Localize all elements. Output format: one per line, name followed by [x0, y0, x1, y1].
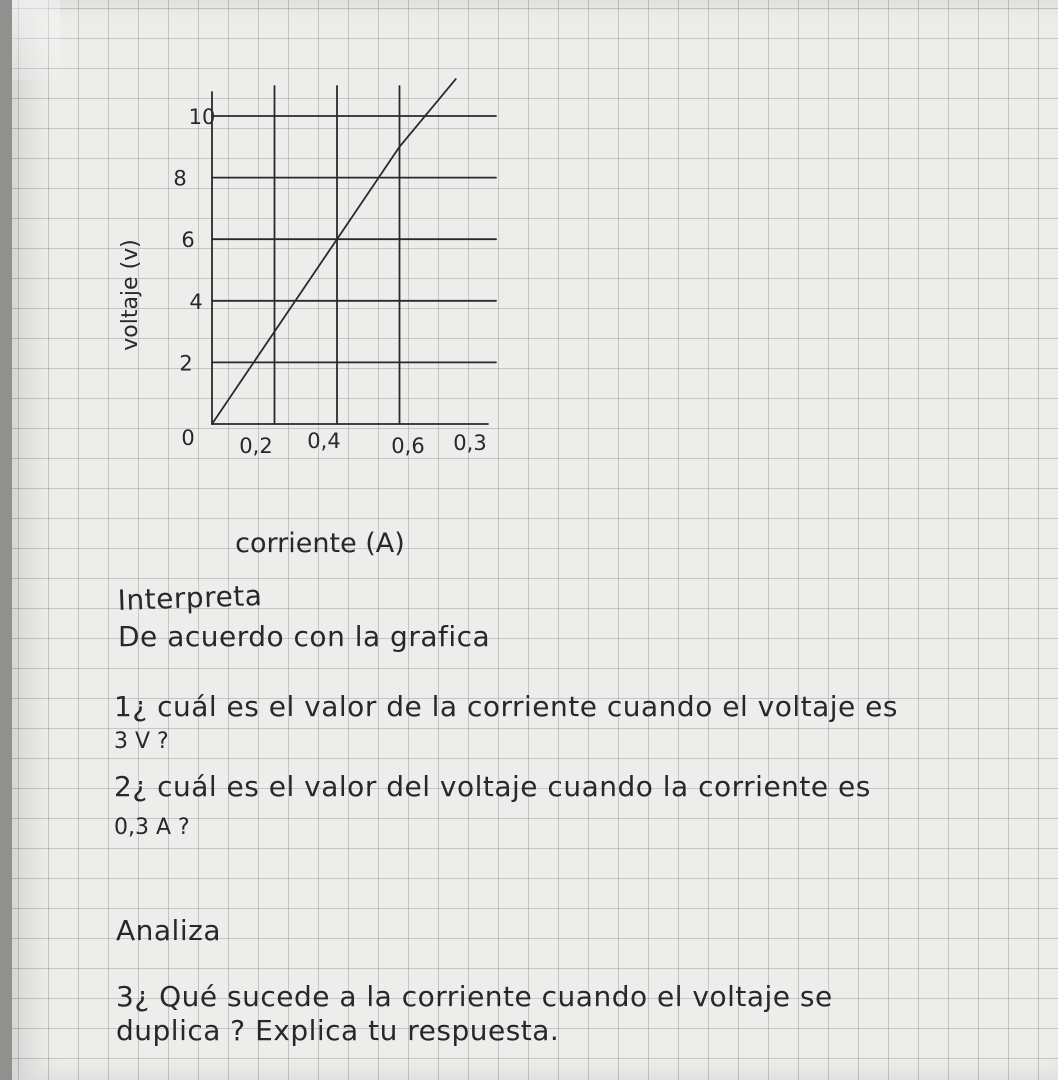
chart-axes [212, 92, 488, 424]
y-tick-label-4: 8 [173, 166, 187, 191]
x-axis-label: corriente (A) [235, 528, 405, 559]
y-tick-label-5: 10 [188, 105, 216, 129]
voltage-current-chart [118, 79, 496, 559]
y-tick-label-1: 2 [179, 351, 193, 376]
x-tick-label-4: 0,6 [391, 434, 425, 458]
question-1-line-1: 1¿ cuál es el valor de la corriente cuando el voltaje es [114, 690, 898, 723]
heading-analiza: Analiza [116, 914, 221, 947]
question-2-line-2: 0,3 A ? [114, 815, 190, 840]
x-tick-label-1: 0 [181, 426, 195, 450]
question-1-line-2: 3 V ? [114, 729, 169, 754]
question-3-line-2: duplica ? Explica tu respuesta. [116, 1014, 560, 1047]
chart-labels [118, 105, 487, 559]
chart-series [212, 79, 456, 424]
intro-line: De acuerdo con la grafica [118, 620, 491, 653]
chart-grid [212, 86, 496, 424]
x-tick-label-2: 0,2 [239, 434, 273, 458]
question-2-line-1: 2¿ cuál es el valor del voltaje cuando la corriente es [114, 770, 871, 803]
question-3-line-1: 3¿ Qué sucede a la corriente cuando el voltaje se [116, 980, 833, 1013]
y-axis-label: voltaje (v) [118, 239, 143, 351]
x-tick-label-5: 0,3 [453, 431, 487, 455]
y-tick-label-3: 6 [181, 228, 195, 253]
series-line-1 [212, 79, 456, 424]
y-tick-label-2: 4 [189, 289, 203, 314]
notes-text [114, 579, 898, 1047]
heading-interpreta: Interpreta [117, 578, 263, 617]
x-tick-label-3: 0,4 [307, 429, 341, 453]
